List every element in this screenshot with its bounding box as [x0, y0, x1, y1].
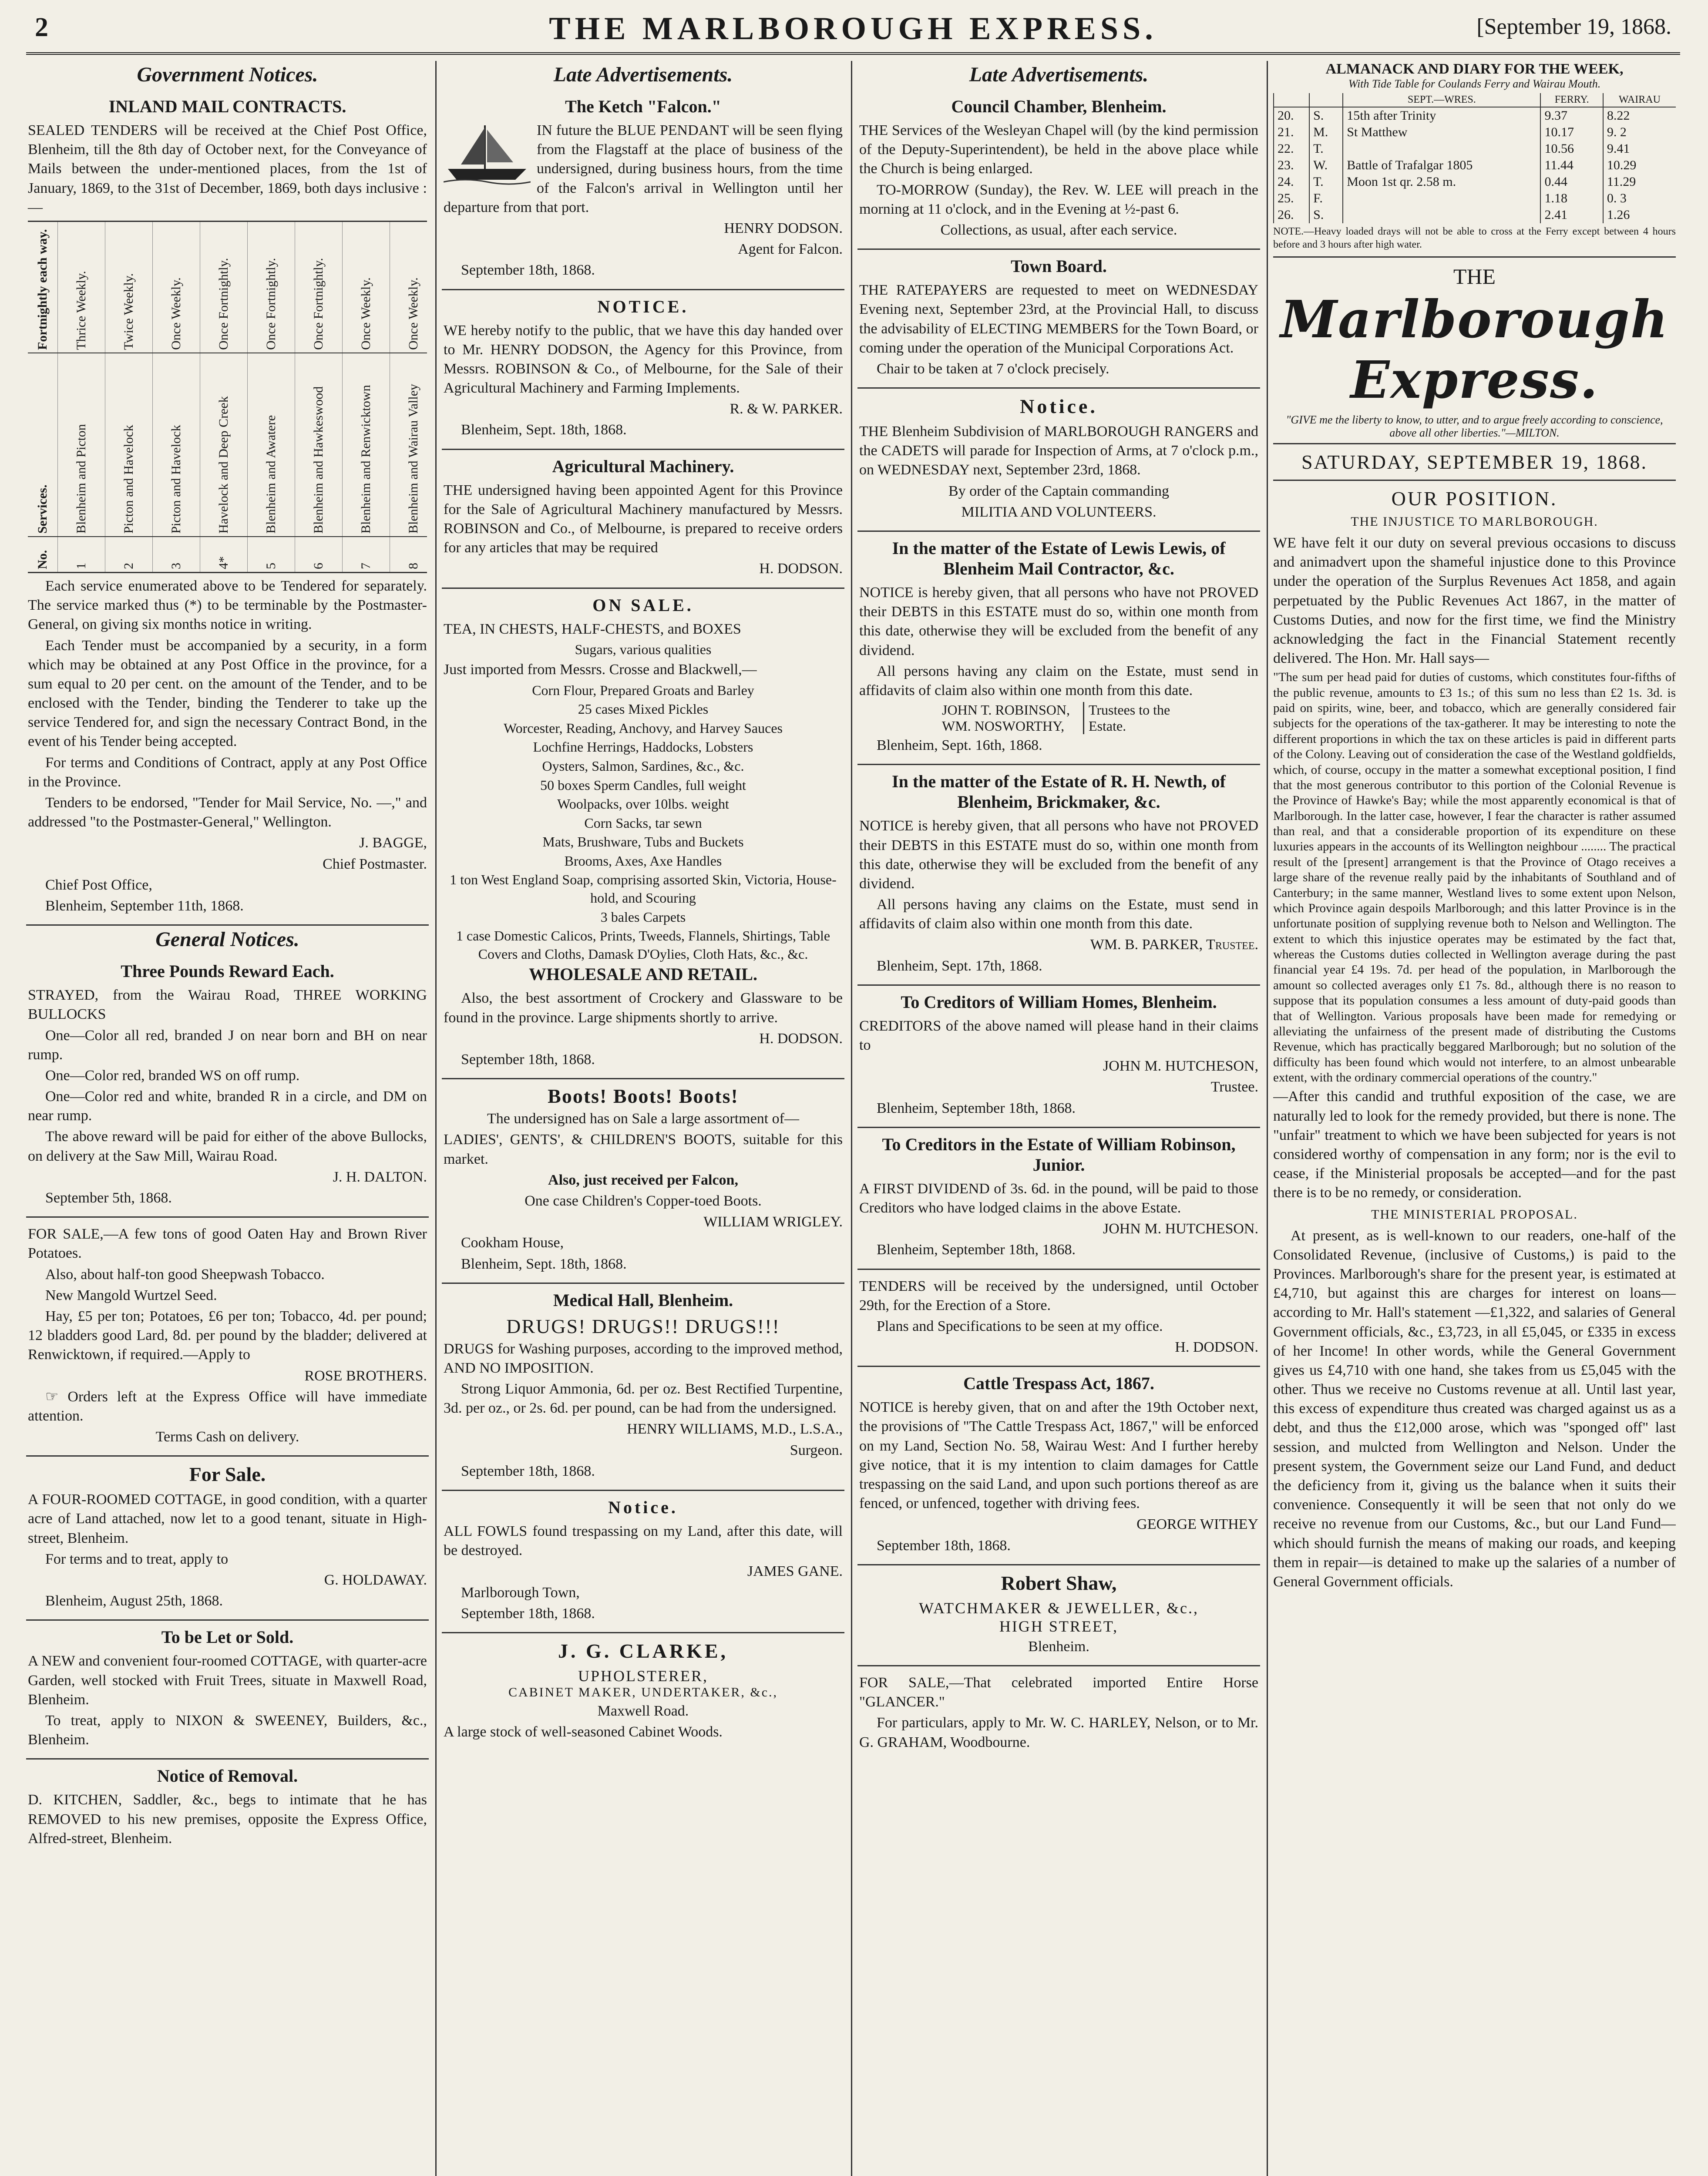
masthead	[26, 4, 1680, 55]
column-header: FERRY.	[1540, 93, 1603, 107]
ad-text: NOTICE is hereby given, that on and after the 19th October next, the provisions of "The Cattle Trespass Act, 1867," will be enforced on my Land, Section No. 58, Wairau West: And I further hereby give notice, that it is my intention to claim damages for Cattle trespassing on the said Land, and upon such portions thereof as are fenced, or unfenced, together with driving fees.	[859, 1399, 1258, 1512]
editorial-paragraph: At present, as is well-known to our readers, one-half of the Consolidated Revenue, (inclusive of Customs,) is paid to the Provinces. Marlborough's share for the present year, is estimated at £4,710, but against this are charges for interest on loans—according to Mr. Hall's statement —£1,322, and salaries of General Government officials, &c., £3,723, in all £5,045, or £335 in excess of her Income! In other words, while the General Government gives us £4,710 with one hand, she takes from us £5,045 with the other. Thus we receive no Customs revenue at all. Until last year, this excess of expenditure thus created was charged against us as a debt, and thus the £12,000 arose, which was "sponged off" last session, and mulcted from Wellington and Nelson. Under the present system, the Government seize our Land Fund, and deduct the deficiency from it, giving us the balance when it suits their convenience. Consequently it will be seen that not only do we receive no revenue from our Customs, &c., but our Land Fund—which should furnish the means of making our roads, and keeping them in repair—is detained to make up the salaries of a number of General Government officials.	[1273, 1227, 1676, 1590]
trustees-block	[859, 702, 1258, 734]
table-cell: Once Fortnightly.	[200, 222, 248, 353]
almanack-note: NOTE.—Heavy loaded drays will not be able to cross at the Ferry except between 4 hours before and 3 hours after high water.	[1273, 226, 1676, 250]
ad-text: A FOUR-ROOMED COTTAGE, in good condition, with a quarter acre of Land attached, now let to a good tenant, situate in High-street, Blenheim.	[28, 1491, 427, 1546]
ad-title: In the matter of the Estate of R. H. Newth, of Blenheim, Brickmaker, &c.	[892, 772, 1226, 812]
ad-text: THE undersigned having been appointed Agent for this Province for the Sale of Agricultural Machinery manufactured by Messrs. ROBINSON and Co., of Melbourne, is prepared to receive orders for any articles that may be required	[444, 482, 843, 556]
section-heading: General Notices.	[155, 928, 299, 951]
ad-title: Notice.	[1020, 395, 1098, 418]
editorial-paragraph: —After this candid and truthful exposition of the case, we are naturally led to look for the remedy provided, but there is none. The "unfair" treatment to which we have been subjected for years is not considered worthy of compensation in any form; nor is the evil to cease, if the Ministerial proposals be accepted—and for the past there is to be no remedy, or consideration.	[1273, 1088, 1676, 1201]
ad-paragraph: For particulars, apply to Mr. W. C. HARLEY, Nelson, or to Mr. G. GRAHAM, Woodbourne.	[859, 1715, 1258, 1750]
signature: J. H. DALTON.	[333, 1169, 427, 1185]
ad-text: THE Blenheim Subdivision of MARLBOROUGH RANGERS and the CADETS will parade for Inspection of Arms, at 7 o'clock p.m., on WEDNESDAY next, September 23rd, 1868.	[859, 423, 1258, 478]
table-cell: 23.	[1274, 157, 1309, 174]
ad-line: UPHOLSTERER,	[578, 1667, 709, 1685]
ad-date: Blenheim, Sept. 18th, 1868.	[461, 1256, 627, 1272]
table-row	[28, 222, 427, 353]
table-cell: 11.44	[1540, 157, 1603, 174]
table-row	[28, 353, 427, 537]
ad-paragraph: TO-MORROW (Sunday), the Rev. W. LEE will preach in the morning at 11 o'clock, and in the Evening at ½-past 6.	[859, 181, 1258, 217]
ad-place: Cookham House,	[461, 1235, 564, 1251]
ad-line: HIGH STREET,	[999, 1617, 1119, 1635]
ad-paragraph: Chair to be taken at 7 o'clock precisely.	[877, 360, 1110, 377]
editorial-subheading: THE MINISTERIAL PROPOSAL.	[1371, 1207, 1578, 1222]
table-cell: 11.29	[1603, 174, 1676, 190]
table-cell: 2.41	[1540, 207, 1603, 223]
table-cell: Blenheim and Awatere	[248, 353, 295, 536]
table-row	[28, 537, 427, 572]
ad-place: Chief Post Office,	[45, 876, 152, 893]
table-row	[1274, 174, 1676, 190]
table-cell: 4*	[200, 537, 248, 572]
table-cell: 3	[153, 537, 200, 572]
column-1	[26, 61, 429, 2176]
cattle-trespass-ad	[857, 1367, 1260, 1565]
table-cell: 1.18	[1540, 190, 1603, 207]
ad-text: STRAYED, from the Wairau Road, THREE WORKING BULLOCKS	[28, 987, 427, 1023]
ad-title: Robert Shaw,	[1001, 1572, 1117, 1594]
editorial-paragraph: WE have felt it our duty on several previous occasions to discuss and animadvert upon the shameful injustice done to this Province under the operation of the Surplus Revenues Act 1858, and again perpetuated by the Public Revenues Act 1867, in the matter of Customs Duties, and now for the first time, we find the Ministry acknowledging the fact in the Financial Statement recently delivered. The Hon. Mr. Hall says—	[1273, 535, 1676, 667]
ad-date: Blenheim, September 11th, 1868.	[45, 897, 244, 914]
table-header-row	[1274, 93, 1676, 107]
editorial-heading: OUR POSITION.	[1391, 487, 1558, 510]
list-item: 1 ton West England Soap, comprising assorted Skin, Victoria, House-hold, and Scouring	[450, 872, 837, 906]
list-item: Corn Flour, Prepared Groats and Barley	[532, 682, 754, 698]
table-cell: Havelock and Deep Creek	[200, 353, 248, 536]
ad-title: To be Let or Sold.	[161, 1627, 294, 1647]
ad-paragraph: By order of the Captain commanding	[948, 483, 1170, 499]
ad-text: TEA, IN CHESTS, HALF-CHESTS, and BOXES	[444, 621, 741, 637]
ad-paragraph: Strong Liquor Ammonia, 6d. per oz. Best Rectified Turpentine, 3d. per oz., or 2s. 6d. per pound, can be had from the undersigned.	[444, 1381, 843, 1417]
list-item: Corn Sacks, tar sewn	[584, 815, 702, 831]
table-cell: 22.	[1274, 141, 1309, 157]
ad-text: FOR SALE,—A few tons of good Oaten Hay and Brown River Potatoes.	[28, 1226, 427, 1262]
fowls-notice-ad	[442, 1491, 844, 1633]
ad-paragraph: One case Children's Copper-toed Boots.	[525, 1192, 762, 1209]
rangers-notice-ad	[857, 389, 1260, 532]
list-item: 50 boxes Sperm Candles, full weight	[540, 777, 746, 793]
table-cell: 5	[248, 537, 295, 572]
table-cell	[1343, 190, 1540, 207]
list-item: Woolpacks, over 10lbs. weight	[557, 796, 729, 812]
ad-paragraph: Each Tender must be accompanied by a security, in a form which may be obtained at any Post Office in the province, for a sum equal to 20 per cent. on the amount of the Tender, and to be enclosed with the Tender, binding the Tenderer to take up the service Tendered for, and sign the necessary Contract Bond, in the event of his Tender being accepted.	[28, 637, 427, 750]
ad-text: SEALED TENDERS will be received at the Chief Post Office, Blenheim, till the 8th day of October next, for the Conveyance of Mails between the under-mentioned places, from the 1st of January, 1869, to the 31st of December, 1869, both days inclusive :—	[28, 122, 427, 215]
homes-creditors-ad	[857, 986, 1260, 1128]
column-header	[1309, 93, 1343, 107]
table-row	[1274, 107, 1676, 124]
table-cell: 24.	[1274, 174, 1309, 190]
ad-text: THE RATEPAYERS are requested to meet on WEDNESDAY Evening next, September 23rd, at the Provincial Hall, to discuss the advisability of ELECTING MEMBERS for the Town Board, or coming under the operation of the Municipal Corporations Act.	[859, 282, 1258, 356]
editorial-motto: "GIVE me the liberty to know, to utter, and to argue freely according to conscience, above all other liberties."—MILTON.	[1273, 410, 1676, 444]
signature: J. BAGGE,	[359, 835, 427, 851]
table-cell: 9.41	[1603, 141, 1676, 157]
signature: H. DODSON.	[759, 1030, 843, 1047]
page-number: 2	[35, 13, 48, 42]
signature: R. & W. PARKER.	[730, 401, 843, 417]
signature-title: Trustee.	[1210, 1079, 1258, 1095]
column-rule	[851, 61, 852, 2176]
table-cell: 1.26	[1603, 207, 1676, 223]
table-cell: Blenheim and Wairau Valley	[390, 353, 429, 536]
section-heading: Government Notices.	[137, 63, 318, 86]
ad-note: ☞ Orders left at the Express Office will have immediate attention.	[28, 1388, 427, 1424]
boots-ad	[442, 1079, 844, 1284]
table-cell: F.	[1309, 190, 1343, 207]
agricultural-machinery-ad	[442, 450, 844, 589]
table-cell: 8.22	[1603, 107, 1676, 124]
table-row	[1274, 207, 1676, 223]
table-cell	[1343, 141, 1540, 157]
list-item: 1 case Domestic Calicos, Prints, Tweeds, Flannels, Shirtings, Table Covers and Cloths, Damask D'Oylies, Cloth Hats, &c., &c.	[456, 928, 830, 962]
ad-text: WE hereby notify to the public, that we have this day handed over to Mr. HENRY DODSON, the Agency for this Province, from Messrs. ROBINSON & Co., of Melbourne, for the Sale of their Agricultural Machinery and Farming Implements.	[444, 322, 843, 396]
list-item: Mats, Brushware, Tubs and Buckets	[542, 834, 744, 850]
table-row	[1274, 141, 1676, 157]
almanack	[1273, 61, 1676, 258]
drugs-heading: DRUGS! DRUGS!! DRUGS!!!	[506, 1315, 780, 1337]
table-cell: St Matthew	[1343, 124, 1540, 141]
table-header: No.	[28, 537, 58, 572]
editorial-date: SATURDAY, SEPTEMBER 19, 1868.	[1273, 444, 1676, 481]
column-3	[857, 61, 1260, 2176]
table-cell: T.	[1309, 141, 1343, 157]
list-item: Worcester, Reading, Anchovy, and Harvey Sauces	[504, 720, 783, 736]
signature: H. DODSON.	[759, 561, 843, 577]
ad-title: NOTICE.	[597, 296, 689, 316]
editorial-newspaper-name: Marlborough Express.	[1280, 289, 1669, 410]
table-cell: 20.	[1274, 107, 1309, 124]
column-rule	[435, 61, 437, 2176]
on-sale-ad	[442, 589, 844, 1080]
table-cell: 1	[58, 537, 105, 572]
signature: ROSE BROTHERS.	[304, 1367, 427, 1384]
table-cell: 9. 2	[1603, 124, 1676, 141]
ad-line: Maxwell Road.	[597, 1703, 689, 1719]
trustees-label: Trustees to the Estate.	[1083, 702, 1176, 734]
table-cell: 21.	[1274, 124, 1309, 141]
ad-paragraph: Hay, £5 per ton; Potatoes, £6 per ton; Tobacco, 4d. per pound; 12 bladders good Lard, 8d. per pound by the bladder; delivered at Renwicktown, if required.—Apply to	[28, 1308, 427, 1363]
table-cell: 10.29	[1603, 157, 1676, 174]
ad-text: LADIES', GENTS', & CHILDREN'S BOOTS, suitable for this market.	[444, 1132, 843, 1167]
ad-date: Blenheim, September 18th, 1868.	[877, 1100, 1076, 1116]
ad-text: THE Services of the Wesleyan Chapel will (by the kind permission of the Deputy-Superintendent), be held in the above place while the Church is being enlarged.	[859, 122, 1258, 177]
ad-paragraph: Each service enumerated above to be Tendered for separately. The service marked thus (*) to be terminable by the Postmaster-General, on giving six months notice in writing.	[28, 578, 427, 633]
ad-date: Blenheim, August 25th, 1868.	[45, 1593, 223, 1609]
table-cell	[1343, 207, 1540, 223]
ad-title: In the matter of the Estate of Lewis Lewis, of Blenheim Mail Contractor, &c.	[892, 538, 1226, 578]
column-header	[1274, 93, 1309, 107]
ad-date: September 5th, 1868.	[45, 1190, 172, 1206]
trustee-name: JOHN T. ROBINSON,	[942, 702, 1070, 718]
section-heading: Late Advertisements.	[969, 63, 1149, 86]
signature-title: Chief Postmaster.	[323, 856, 427, 872]
table-row	[1274, 190, 1676, 207]
almanack-title: ALMANACK AND DIARY FOR THE WEEK,	[1325, 61, 1624, 77]
signature: HENRY DODSON.	[724, 220, 843, 236]
section-heading: Late Advertisements.	[553, 63, 733, 86]
signature: H. DODSON.	[1175, 1339, 1258, 1356]
table-cell: Once Weekly.	[343, 222, 390, 353]
almanack-table	[1273, 93, 1676, 223]
ad-text: A FIRST DIVIDEND of 3s. 6d. in the pound, will be paid to those Creditors who have lodged claims in the above Estate.	[859, 1180, 1258, 1216]
ad-title: Notice.	[608, 1498, 678, 1517]
signature: G. HOLDAWAY.	[324, 1572, 427, 1588]
list-item: Oysters, Salmon, Sardines, &c., &c.	[542, 758, 744, 774]
column-2	[442, 61, 844, 2176]
ad-title: For Sale.	[189, 1463, 266, 1486]
glancer-sale-ad	[857, 1666, 1260, 1761]
ad-title: Agricultural Machinery.	[552, 456, 734, 476]
table-cell: Blenheim and Picton	[58, 353, 105, 536]
table-cell: Twice Weekly.	[105, 222, 153, 353]
ad-text: ALL FOWLS found trespassing on my Land, after this date, will be destroyed.	[444, 1523, 843, 1559]
table-cell: 9.37	[1540, 107, 1603, 124]
reward-ad	[26, 955, 429, 1218]
ad-title: Cattle Trespass Act, 1867.	[963, 1373, 1154, 1394]
ad-text: A NEW and convenient four-roomed COTTAGE, with quarter-acre Garden, well stocked with Fruit Trees, situate in Maxwell Road, Blenheim.	[28, 1653, 427, 1708]
ad-date: September 18th, 1868.	[461, 1605, 595, 1622]
wholesale-heading: WHOLESALE AND RETAIL.	[529, 964, 757, 984]
editorial-quote: "The sum per head paid for duties of customs, which constitutes four-fifths of the public revenue, amounts to £3 1s.; of this sum no less than £2 1s. 3d. is paid on spirits, wine, beer, and tobacco, which are generally considered fair subjects for the operations of the tax-gatherer. It may be interesting to note the different proportions in which the tax on these articles is paid in different parts of the Colony. Leaving out of consideration the case of the Westland goldfields, which, of course, occupy in the matter a somewhat exceptional position, I find that the most generous contributor to this portion of the Colonial Revenue is the Province of Hawke's Bay; while the most apparently economical is that of Marlborough. In the latter case, however, I fear the character is rather assumed than real, and that a considerable proportion of its expenditure on these luxuries appears in the accounts of its Wellington neighbour ........ The practical result of the [present] arrangement is that the Province of Otago receives a large share of the revenue really paid by the inhabitants of Southland and of Canterbury; in the same manner, Westland lives to some extent upon Nelson, which Province again despoils Marlborough; and this latter Province is in the unfortunate position of supplying revenue both to Nelson and Wellington. The extent to which this injustice operates may be estimated by the fact that, whereas the Customs duties collected in Wellington average during the past financial year £4 19s. 7d. per head of the population, in Marlborough the amount so collected averages only £1 7s. 8d., although there is no reason to suppose that its population consumes a less amount of duty-paid goods than that of Wellington. Various proposals have been made for remedying or alleviating the unfairness of the present made of distributing the Customs Revenue, which has practically beggared Marlborough; but no solution of the difficulty has been found which would not interfere, to an almost unbearable extent, with the ordinary commercial operations of the country."	[1273, 670, 1676, 1085]
column-rule	[1267, 61, 1268, 2176]
table-row	[1274, 124, 1676, 141]
editorial-subheading: THE INJUSTICE TO MARLBOROUGH.	[1351, 514, 1598, 529]
trustee-name: WM. NOSWORTHY,	[942, 718, 1065, 734]
ad-title: To Creditors in the Estate of William Robinson, Junior.	[882, 1134, 1236, 1175]
table-header: Fortnightly each way.	[28, 222, 58, 353]
hay-sale-ad	[26, 1218, 429, 1457]
table-cell: Once Weekly.	[390, 222, 429, 353]
ad-title: To Creditors of William Homes, Blenheim.	[901, 992, 1217, 1012]
ad-text: FOR SALE,—That celebrated imported Entire Horse "GLANCER."	[859, 1674, 1258, 1710]
ad-terms: Terms Cash on delivery.	[155, 1429, 299, 1445]
table-cell: 25.	[1274, 190, 1309, 207]
ad-paragraph: Also, just received per Falcon,	[548, 1172, 738, 1188]
ad-title: Notice of Removal.	[157, 1766, 298, 1786]
services-table	[28, 221, 427, 573]
ad-title: The Ketch "Falcon."	[565, 97, 721, 116]
mail-contracts-ad	[26, 90, 429, 926]
table-cell: Once Weekly.	[153, 222, 200, 353]
let-or-sold-ad	[26, 1621, 429, 1760]
town-board-ad	[857, 250, 1260, 389]
table-cell: 7	[343, 537, 390, 572]
ad-item: One—Color all red, branded J on near born and BH on near rump.	[28, 1027, 427, 1063]
signature: JOHN M. HUTCHESON.	[1103, 1221, 1258, 1237]
ad-date: September 18th, 1868.	[461, 1463, 595, 1479]
table-cell: 10.17	[1540, 124, 1603, 141]
council-chamber-ad	[857, 90, 1260, 250]
ad-paragraph: For terms and to treat, apply to	[45, 1551, 229, 1567]
ad-date: September 18th, 1868.	[877, 1537, 1011, 1554]
newspaper-title: THE MARLBOROUGH EXPRESS.	[549, 11, 1157, 47]
pointing-hand-icon: ☞	[45, 1388, 68, 1405]
table-header: Services.	[28, 353, 58, 536]
column-header: WAIRAU	[1603, 93, 1676, 107]
ad-paragraph: To treat, apply to NIXON & SWEENEY, Builders, &c., Blenheim.	[28, 1712, 427, 1748]
signature: GEORGE WITHEY	[1136, 1516, 1258, 1533]
ad-title: Medical Hall, Blenheim.	[553, 1290, 733, 1310]
table-cell: 15th after Trinity	[1343, 107, 1540, 124]
table-cell: S.	[1309, 107, 1343, 124]
signature-title: Surgeon.	[790, 1442, 843, 1458]
signature: HENRY WILLIAMS, M.D., L.S.A.,	[627, 1421, 843, 1437]
tenders-store-ad	[857, 1270, 1260, 1367]
almanack-subtitle: With Tide Table for Coulands Ferry and Wairau Mouth.	[1348, 77, 1601, 90]
table-cell: 10.56	[1540, 141, 1603, 157]
table-cell: T.	[1309, 174, 1343, 190]
column-4	[1273, 61, 1676, 2176]
ship-icon	[444, 121, 531, 186]
table-cell: 26.	[1274, 207, 1309, 223]
table-cell: W.	[1309, 157, 1343, 174]
ad-paragraph: For terms and Conditions of Contract, apply at any Post Office in the Province.	[28, 754, 427, 790]
ad-text: TENDERS will be received by the undersigned, until October 29th, for the Erection of a Store.	[859, 1278, 1258, 1313]
ad-paragraph: Tenders to be endorsed, "Tender for Mail Service, No. —," and addressed "to the Postmaster-General," Wellington.	[28, 795, 427, 830]
notice-agency-ad	[442, 290, 844, 450]
ad-date: Blenheim, Sept. 18th, 1868.	[461, 422, 627, 438]
table-cell: 2	[105, 537, 153, 572]
ad-title: ON SALE.	[592, 595, 694, 615]
ad-line: WATCHMAKER & JEWELLER, &c.,	[919, 1599, 1199, 1617]
lewis-estate-ad	[857, 532, 1260, 765]
table-cell: Blenheim and Renwicktown	[343, 353, 390, 536]
editorial-the: THE	[1453, 264, 1496, 289]
signature: WM. B. PARKER, Trustee.	[1090, 937, 1258, 953]
table-cell: Moon 1st qr. 2.58 m.	[1343, 174, 1540, 190]
list-item: Lochfine Herrings, Haddocks, Lobsters	[533, 739, 753, 755]
table-cell: 0.44	[1540, 174, 1603, 190]
ad-paragraph: Also, the best assortment of Crockery and Glassware to be found in the province. Large shipments shortly to arrive.	[444, 990, 843, 1026]
signature: MILITIA AND VOLUNTEERS.	[961, 504, 1157, 520]
ad-item: One—Color red and white, branded R in a circle, and DM on near rump.	[28, 1088, 427, 1124]
ad-title: Boots! Boots! Boots!	[548, 1085, 739, 1108]
shaw-watchmaker-ad	[857, 1565, 1260, 1666]
ad-date: Blenheim, Sept. 16th, 1868.	[877, 737, 1042, 754]
ad-item: One—Color red, branded WS on off rump.	[45, 1067, 300, 1084]
ad-paragraph: Just imported from Messrs. Crosse and Blackwell,—	[444, 662, 757, 678]
ad-title: Council Chamber, Blenheim.	[951, 97, 1167, 116]
ad-text: IN future the BLUE PENDANT will be seen flying from the Flagstaff at the place of business of the undersigned, during business hours, from the time of the Falcon's arrival in Wellington until her departure from that port.	[444, 122, 843, 215]
ad-line: CABINET MAKER, UNDERTAKER, &c.,	[508, 1685, 778, 1699]
ad-title: Three Pounds Reward Each.	[121, 961, 334, 981]
table-cell: S.	[1309, 207, 1343, 223]
signature: JAMES GANE.	[747, 1563, 843, 1580]
ad-text: A large stock of well-seasoned Cabinet Woods.	[444, 1724, 723, 1740]
removal-ad	[26, 1760, 429, 1857]
trustee-names	[942, 702, 1070, 734]
ad-date: Blenheim, September 18th, 1868.	[877, 1242, 1076, 1258]
table-cell: 0. 3	[1603, 190, 1676, 207]
ad-paragraph: Collections, as usual, after each service.	[940, 222, 1177, 238]
ad-text: CREDITORS of the above named will please hand in their claims to	[859, 1017, 1258, 1053]
ad-text: NOTICE is hereby given, that all persons who have not PROVED their DEBTS in this ESTATE must do so, within one month from this date, otherwise they will be excluded from the benefit of any dividend.	[859, 818, 1258, 892]
table-cell: 8	[390, 537, 429, 572]
table-cell: Blenheim and Hawkeswood	[295, 353, 343, 536]
signature: JOHN M. HUTCHESON,	[1103, 1058, 1258, 1075]
clarke-ad	[442, 1633, 844, 1750]
ad-title: INLAND MAIL CONTRACTS.	[108, 97, 346, 116]
ad-paragraph: New Mangold Wurtzel Seed.	[45, 1287, 217, 1303]
ad-paragraph: All persons having any claims on the Estate, must send in affidavits of claim also within one month from this date.	[859, 897, 1258, 932]
ad-place: Marlborough Town,	[461, 1584, 580, 1601]
list-item: 3 bales Carpets	[600, 909, 686, 925]
table-cell: Once Fortnightly.	[295, 222, 343, 353]
table-cell: Thrice Weekly.	[58, 222, 105, 353]
table-cell: Battle of Trafalgar 1805	[1343, 157, 1540, 174]
signature: WILLIAM WRIGLEY.	[703, 1214, 843, 1230]
ad-date: September 18th, 1868.	[461, 262, 595, 279]
newth-estate-ad	[857, 765, 1260, 986]
robinson-estate-ad	[857, 1128, 1260, 1270]
ad-paragraph: The undersigned has on Sale a large assortment of—	[487, 1111, 799, 1127]
list-item: Sugars, various qualities	[575, 641, 712, 657]
ad-date: Blenheim, Sept. 17th, 1868.	[877, 957, 1042, 974]
ad-paragraph: The above reward will be paid for either of the above Bullocks, on delivery at the Saw Mill, Wairau Road.	[28, 1128, 427, 1164]
ad-text: NOTICE is hereby given, that all persons who have not PROVED their DEBTS in this ESTATE must do so, within one month from this date, otherwise they will be excluded from the benefit of any dividend.	[859, 584, 1258, 658]
ad-text: D. KITCHEN, Saddler, &c., begs to intimate that he has REMOVED to his new premises, opposite the Express Office, Alfred-street, Blenheim.	[28, 1792, 427, 1847]
table-cell: Picton and Havelock	[105, 353, 153, 536]
ad-text: DRUGS for Washing purposes, according to the improved method, AND NO IMPOSITION.	[444, 1340, 843, 1376]
list-item: Brooms, Axes, Axe Handles	[564, 853, 722, 869]
list-item: 25 cases Mixed Pickles	[578, 701, 709, 717]
masthead-date: [September 19, 1868.	[1476, 14, 1671, 39]
ad-paragraph: All persons having any claim on the Estate, must send in affidavits of claim also within one month from this date.	[859, 663, 1258, 698]
table-row	[1274, 157, 1676, 174]
ad-paragraph: Plans and Specifications to be seen at my office.	[877, 1318, 1163, 1334]
ketch-falcon-ad	[442, 90, 844, 290]
medical-hall-ad	[442, 1284, 844, 1491]
table-cell: Picton and Havelock	[153, 353, 200, 536]
ad-line: Blenheim.	[1028, 1638, 1089, 1655]
cottage-ad	[26, 1457, 429, 1621]
table-cell: M.	[1309, 124, 1343, 141]
table-cell: 6	[295, 537, 343, 572]
ad-title: J. G. CLARKE,	[558, 1639, 729, 1662]
column-header: SEPT.—WRES.	[1343, 93, 1540, 107]
ad-date: September 18th, 1868.	[461, 1051, 595, 1068]
ad-paragraph: Also, about half-ton good Sheepwash Tobacco.	[45, 1266, 325, 1283]
signature-title: Agent for Falcon.	[738, 241, 843, 258]
table-cell: Once Fortnightly.	[248, 222, 295, 353]
ad-title: Town Board.	[1011, 256, 1107, 276]
